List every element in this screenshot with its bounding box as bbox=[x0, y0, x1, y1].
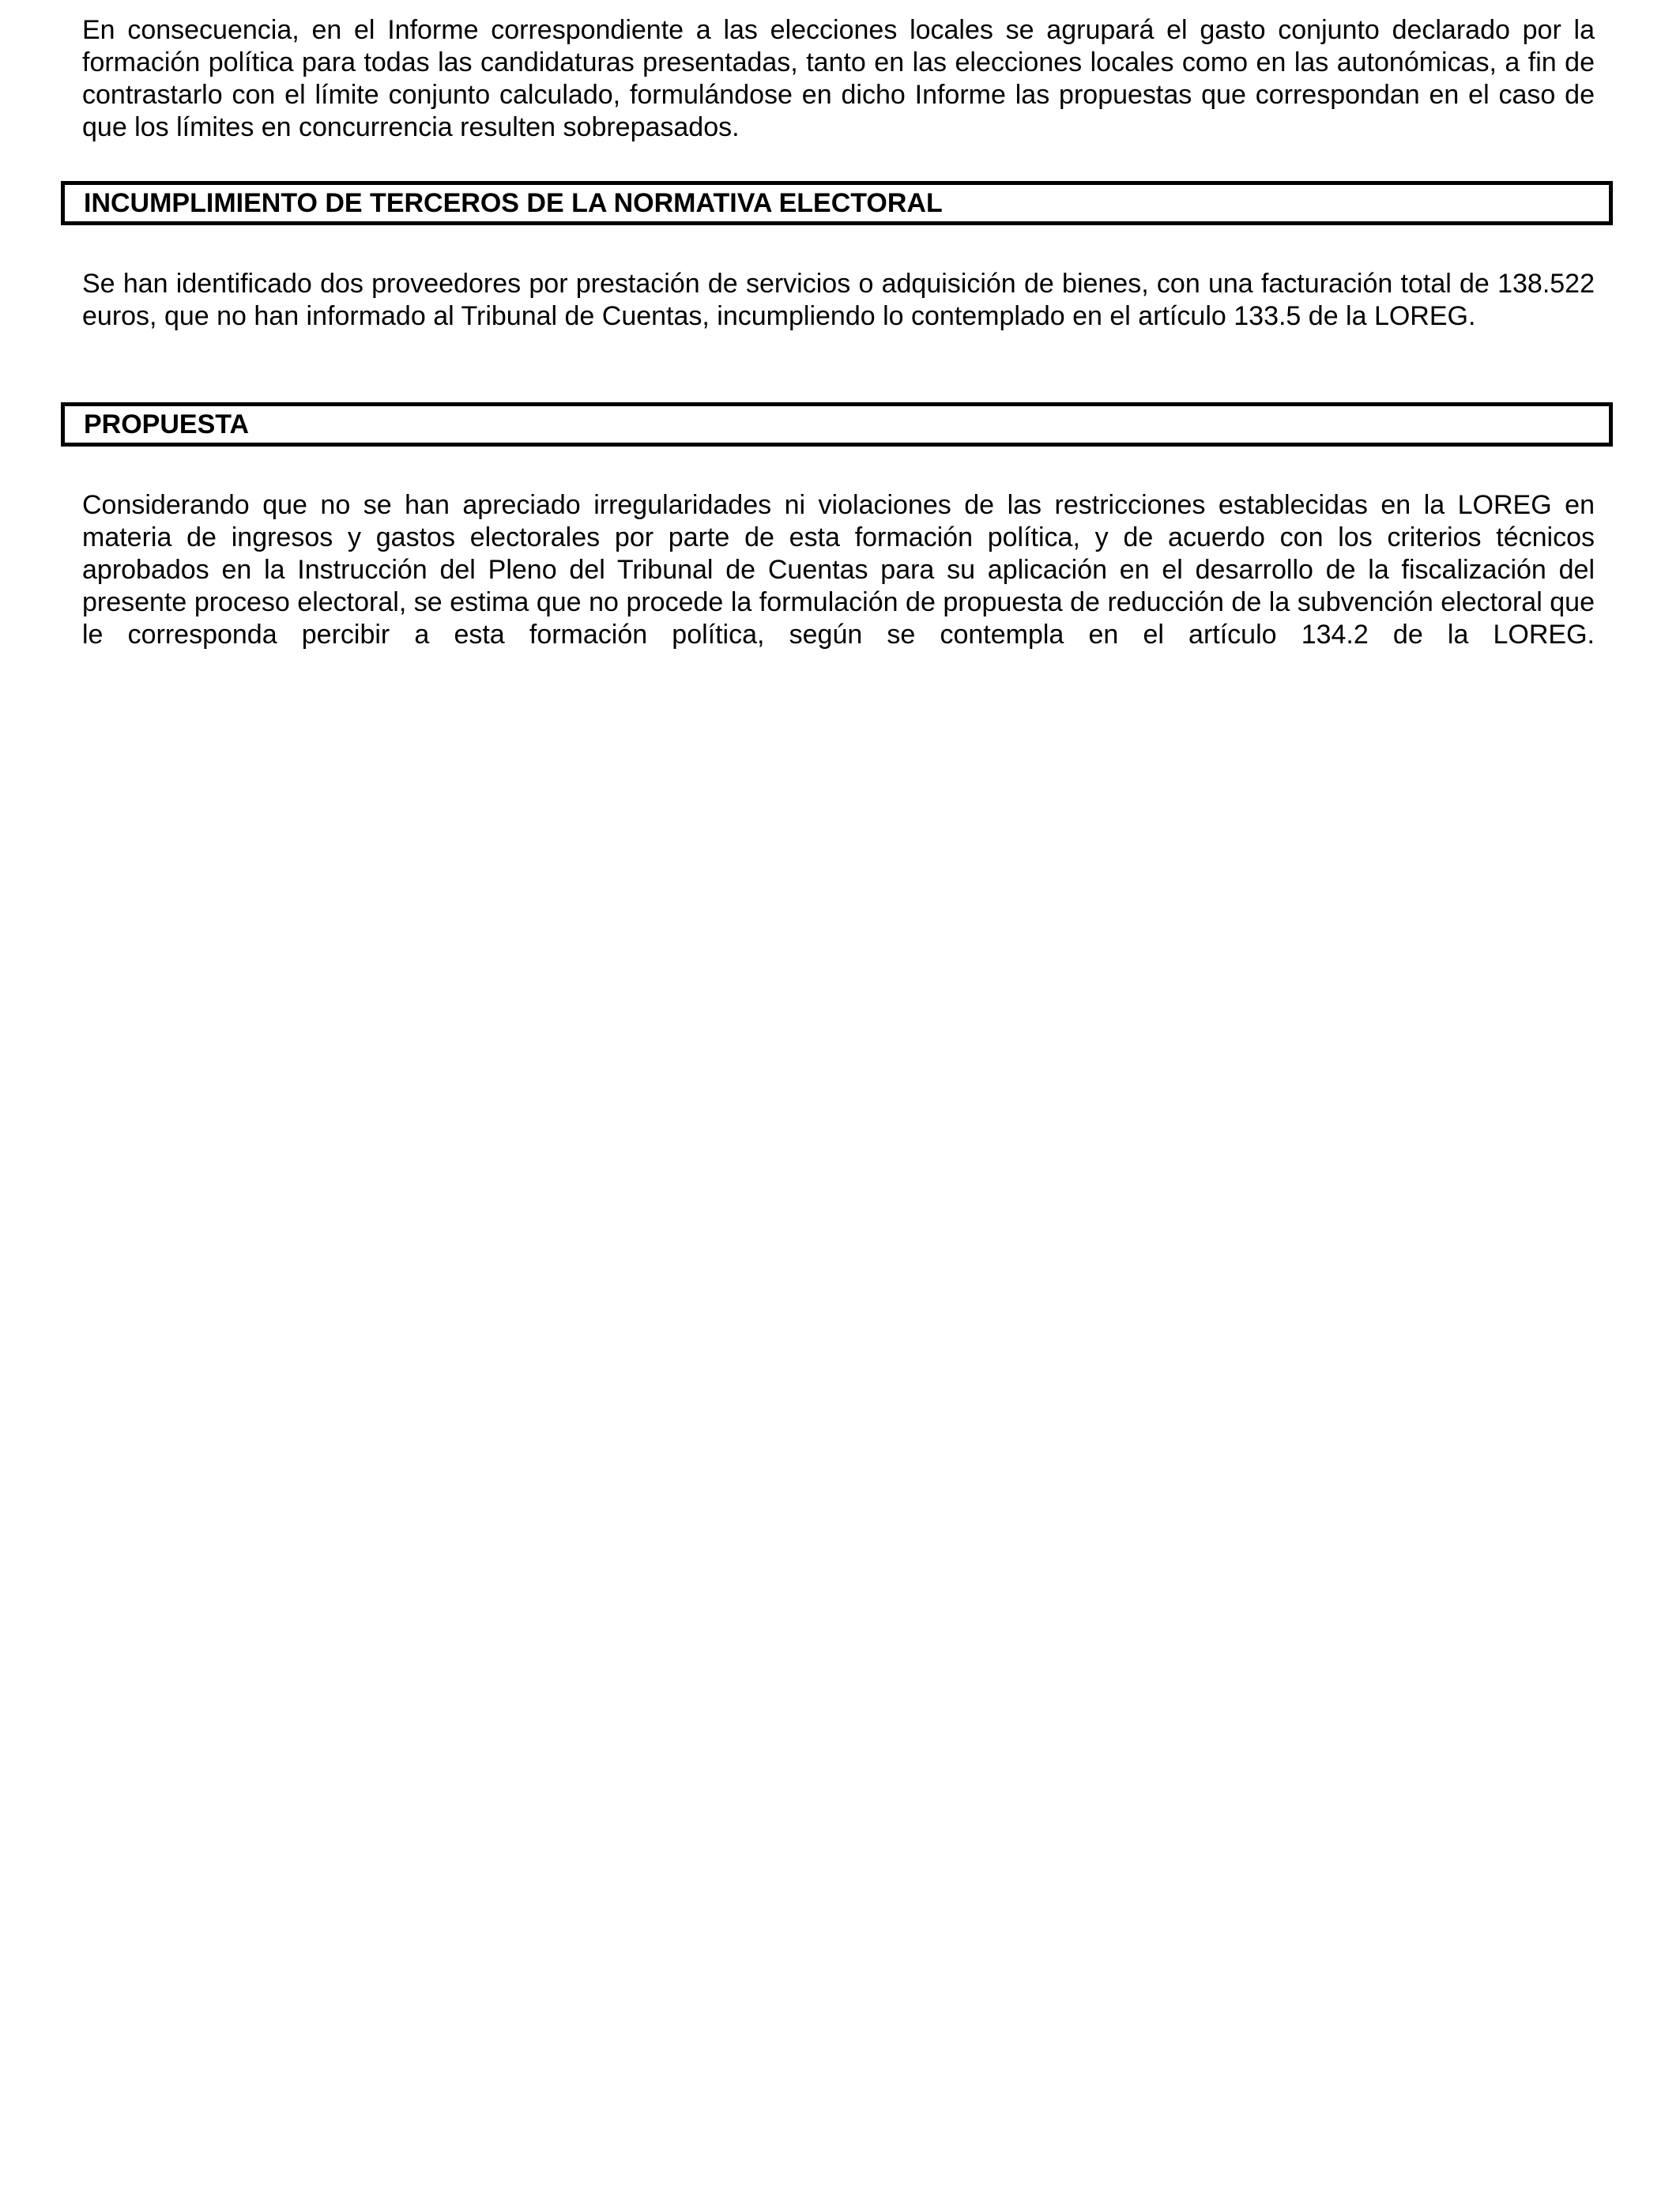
section-title-propuesta: PROPUESTA bbox=[84, 409, 250, 439]
section-header-propuesta bbox=[61, 402, 1613, 447]
incumplimiento-paragraph: Se han identificado dos proveedores por prestación de servicios o adquisición de bienes, con una facturación total de 138.522 euros, que no han informado al Tribunal de Cuentas, incumpliendo lo contemplado en el artículo 133.5 de la LOREG. bbox=[82, 269, 1595, 331]
intro-paragraph: En consecuencia, en el Informe correspondiente a las elecciones locales se agrupará el gasto conjunto declarado por la formación política para todas las candidaturas presentadas, tanto en las elecciones locales como en las autonómicas, a fin de contrastarlo con el límite conjunto calculado, formulándose en dicho Informe las propuestas que correspondan en el caso de que los límites en concurrencia resulten sobrepasados. bbox=[82, 15, 1595, 142]
section-title-incumplimiento: INCUMPLIMIENTO DE TERCEROS DE LA NORMATIVA ELECTORAL bbox=[84, 187, 943, 218]
section-header-incumplimiento bbox=[61, 181, 1613, 225]
propuesta-paragraph: Considerando que no se han apreciado irregularidades ni violaciones de las restricciones establecidas en la LOREG en materia de ingresos y gastos electorales por parte de esta formación política, y de acuerdo con los criterios técnicos aprobados en la Instrucción del Pleno del Tribunal de Cuentas para su aplicación en el desarrollo de la fiscalización del presente proceso electoral, se estima que no procede la formulación de propuesta de reducción de la subvención electoral que le corresponda percibir a esta formación política, según se contempla en el artículo 134.2 de la LOREG. bbox=[82, 490, 1595, 650]
